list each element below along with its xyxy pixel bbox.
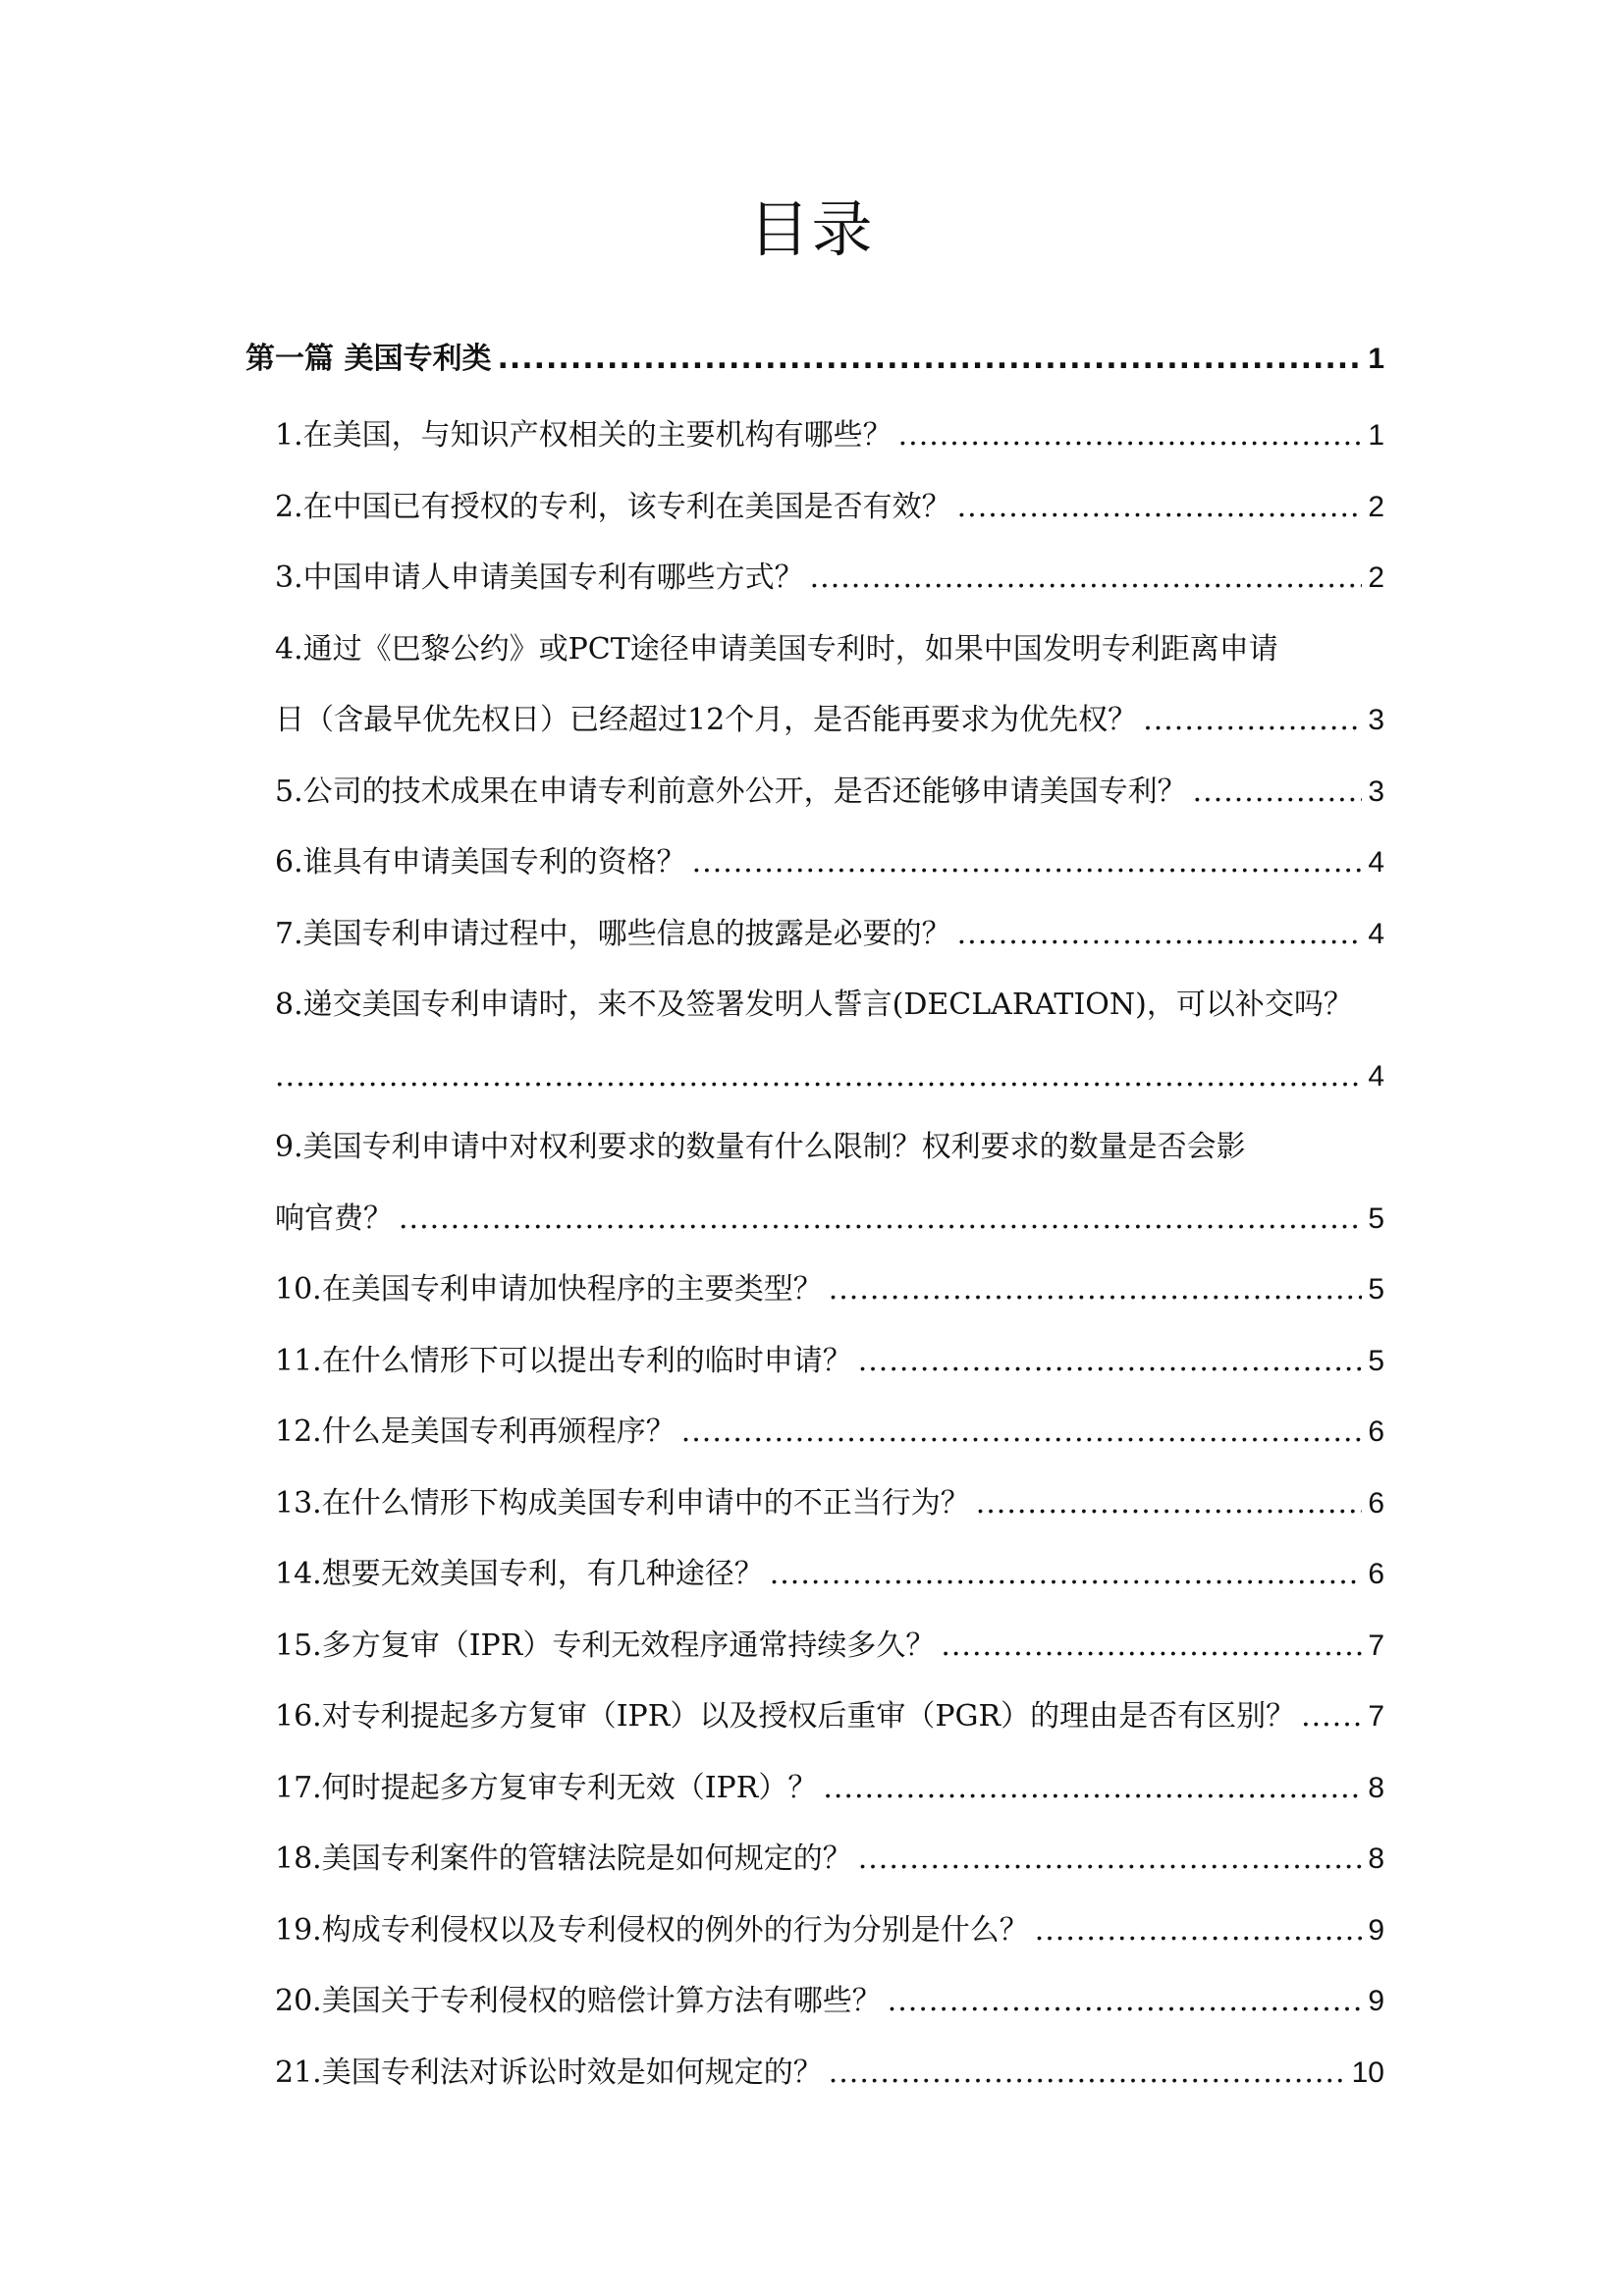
toc-chapter-label: 第一篇 美国专利类 — [245, 342, 492, 376]
toc-entry[interactable] — [275, 1982, 1384, 2021]
toc-entry[interactable] — [275, 701, 1384, 740]
toc-page-number: 5 — [1368, 1273, 1384, 1306]
toc-entry[interactable] — [275, 1840, 1384, 1879]
toc-leader — [681, 1413, 1363, 1452]
toc-leader — [829, 2054, 1346, 2093]
toc-entry-text: 6.谁具有申请美国专利的资格？ — [275, 845, 686, 880]
toc-page-number: 3 — [1368, 775, 1384, 808]
toc-entry-text: 21.美国专利法对诉讼时效是如何规定的？ — [275, 2056, 823, 2090]
toc-page-number: 8 — [1368, 1842, 1384, 1875]
toc-page-number: 5 — [1368, 1202, 1384, 1235]
toc-leader — [1035, 1911, 1363, 1950]
toc-leader — [1301, 1697, 1362, 1736]
toc-entry[interactable] — [275, 1627, 1384, 1666]
toc-entry-text[interactable]: 8.递交美国专利申请时，来不及签署发明人誓言(DECLARATION)，可以补交吗？ — [275, 988, 1353, 1022]
toc-leader — [275, 1057, 1362, 1096]
toc-leader — [858, 1840, 1363, 1879]
toc-chapter[interactable] — [245, 340, 1384, 379]
toc-leader — [1143, 701, 1362, 740]
toc-entry-leader-line[interactable] — [275, 1057, 1384, 1096]
toc-page-number: 6 — [1368, 1558, 1384, 1590]
toc-leader — [898, 416, 1363, 455]
toc-page-number: 8 — [1368, 1772, 1384, 1804]
toc-entry[interactable] — [275, 1413, 1384, 1452]
page-title: 目录 — [748, 193, 875, 265]
toc-page-number: 2 — [1368, 491, 1384, 523]
toc-entry-text: 11.在什么情形下可以提出专利的临时申请？ — [275, 1344, 852, 1378]
toc-page-number: 1 — [1368, 419, 1384, 452]
toc-entry[interactable] — [275, 1342, 1384, 1381]
toc-leader — [399, 1200, 1362, 1239]
toc-page-number: 5 — [1368, 1345, 1384, 1377]
toc-leader — [497, 340, 1362, 379]
toc-entry[interactable] — [275, 773, 1384, 812]
toc-page-number: 1 — [1368, 343, 1384, 375]
toc-page-number: 2 — [1368, 561, 1384, 594]
toc-leader — [858, 1342, 1363, 1381]
toc-entry-text: 7.美国专利申请过程中，哪些信息的披露是必要的？ — [275, 917, 951, 951]
toc-entry-text: 20.美国关于专利侵权的赔偿计算方法有哪些？ — [275, 1984, 882, 2018]
toc-entry-text: 18.美国专利案件的管辖法院是如何规定的？ — [275, 1842, 852, 1876]
toc-page-number: 4 — [1368, 918, 1384, 950]
toc-entry[interactable] — [275, 1697, 1384, 1736]
toc-page-number: 7 — [1368, 1700, 1384, 1733]
toc-entry-text: 1.在美国，与知识产权相关的主要机构有哪些？ — [275, 418, 893, 453]
toc-page-number: 10 — [1351, 2056, 1384, 2089]
toc-entry[interactable] — [275, 1555, 1384, 1594]
toc-entry-text: 13.在什么情形下构成美国专利申请中的不正当行为？ — [275, 1486, 970, 1521]
toc-leader — [1193, 773, 1363, 812]
toc-page-number: 9 — [1368, 1985, 1384, 2017]
toc-entry-text-continued: 日（含最早优先权日）已经超过12个月，是否能再要求为优先权？ — [275, 703, 1138, 737]
toc-entry-text[interactable]: 4.通过《巴黎公约》或PCT途径申请美国专利时，如果中国发明专利距离申请 — [275, 632, 1278, 667]
toc-entry[interactable] — [275, 915, 1384, 954]
toc-page-number: 6 — [1368, 1487, 1384, 1520]
toc-page-number: 4 — [1368, 1060, 1384, 1093]
toc-page-number: 6 — [1368, 1415, 1384, 1448]
toc-leader — [692, 843, 1363, 882]
toc-leader — [810, 559, 1363, 598]
toc-page-number: 3 — [1368, 704, 1384, 736]
toc-entry[interactable] — [275, 1270, 1384, 1309]
toc-entry[interactable] — [275, 559, 1384, 598]
toc-entry[interactable] — [275, 1911, 1384, 1950]
toc-page-number: 9 — [1368, 1914, 1384, 1947]
toc-entry[interactable] — [275, 1769, 1384, 1808]
toc-entry-text: 15.多方复审（IPR）专利无效程序通常持续多久？ — [275, 1629, 936, 1663]
toc-entry-text-continued: 响官费？ — [275, 1201, 393, 1236]
toc-entry-text[interactable]: 9.美国专利申请中对权利要求的数量有什么限制？权利要求的数量是否会影 — [275, 1130, 1246, 1164]
toc-entry[interactable] — [275, 1484, 1384, 1523]
toc-leader — [957, 488, 1363, 527]
toc-entry[interactable] — [275, 488, 1384, 527]
toc-entry-text: 3.中国申请人申请美国专利有哪些方式？ — [275, 561, 804, 595]
toc-entry[interactable] — [275, 843, 1384, 882]
toc-entry[interactable] — [275, 2054, 1384, 2093]
toc-leader — [770, 1555, 1363, 1594]
toc-leader — [829, 1270, 1363, 1309]
toc-entry-text: 2.在中国已有授权的专利，该专利在美国是否有效？ — [275, 490, 951, 524]
toc-entry-text: 10.在美国专利申请加快程序的主要类型？ — [275, 1272, 823, 1307]
toc-page-number: 4 — [1368, 846, 1384, 879]
toc-leader — [941, 1627, 1362, 1666]
toc-entry-text: 17.何时提起多方复审专利无效（IPR）？ — [275, 1771, 818, 1805]
toc-entry-text: 5.公司的技术成果在申请专利前意外公开，是否还能够申请美国专利？ — [275, 774, 1187, 809]
toc-entry[interactable] — [275, 1200, 1384, 1239]
toc-leader — [888, 1982, 1363, 2021]
toc-entry-text: 16.对专利提起多方复审（IPR）以及授权后重审（PGR）的理由是否有区别？ — [275, 1699, 1296, 1734]
toc-page-number: 7 — [1368, 1629, 1384, 1662]
toc-leader — [823, 1769, 1362, 1808]
toc-entry-text: 14.想要无效美国专利，有几种途径？ — [275, 1557, 764, 1591]
toc-leader — [976, 1484, 1363, 1523]
toc-leader — [957, 915, 1363, 954]
toc-entry[interactable] — [275, 416, 1384, 455]
toc-entry-text: 12.什么是美国专利再颁程序？ — [275, 1415, 676, 1449]
toc-entry-text: 19.构成专利侵权以及专利侵权的例外的行为分别是什么？ — [275, 1913, 1029, 1948]
